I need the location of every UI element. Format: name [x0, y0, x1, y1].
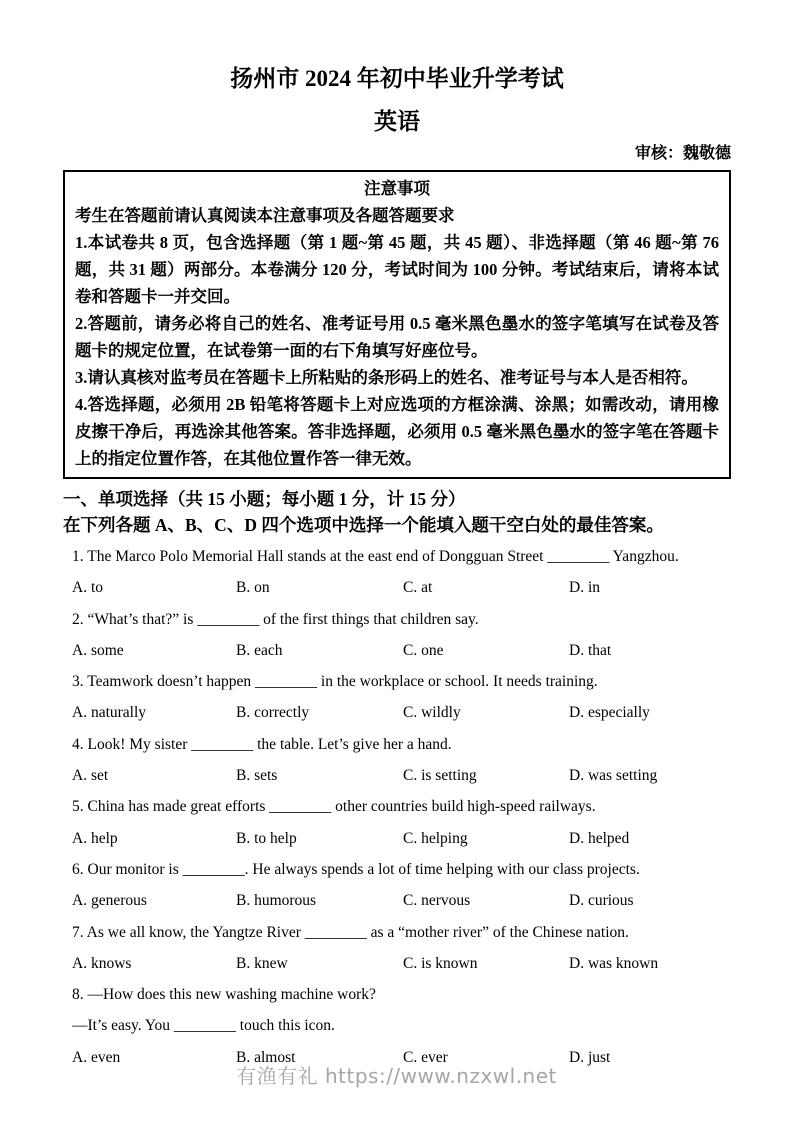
option-c: C. is known — [403, 954, 478, 972]
question-stem: 6. Our monitor is ________. He always spends a lot of time helping with our class projects. — [72, 860, 640, 878]
option-row — [72, 948, 731, 979]
option-b: B. on — [236, 579, 270, 597]
option-a: A. to — [72, 579, 103, 597]
option-c: C. nervous — [403, 892, 471, 910]
option-c: C. ever — [403, 1048, 448, 1066]
option-d: D. curious — [569, 892, 634, 910]
question-block-2 — [72, 604, 731, 667]
question-stem: 5. China has made great efforts ________ other countries build high-speed railways. — [72, 798, 596, 816]
question-block-3 — [72, 666, 731, 729]
section-instruction: 在下列各题 A、B、C、D 四个选项中选择一个能填入题干空白处的最佳答案。 — [63, 515, 664, 535]
footer-link[interactable]: 有渔有礼 https://www.nzxwl.net — [236, 1064, 557, 1088]
question-stem: 2. “What’s that?” is ________ of the first things that children say. — [72, 610, 479, 628]
option-b: B. almost — [236, 1048, 296, 1066]
option-row — [72, 760, 731, 791]
option-row — [72, 572, 731, 603]
question-stem: 8. —How does this new washing machine work? — [72, 986, 376, 1004]
option-a: A. knows — [72, 954, 132, 972]
option-b: B. humorous — [236, 892, 317, 910]
option-d: D. especially — [569, 704, 650, 722]
option-b: B. to help — [236, 829, 297, 847]
question-block-5 — [72, 791, 731, 854]
notice-box — [63, 170, 731, 479]
question-block-6 — [72, 854, 731, 917]
option-d: D. that — [569, 641, 612, 659]
option-row — [72, 885, 731, 916]
question-stem: 3. Teamwork doesn’t happen ________ in the workplace or school. It needs training. — [72, 673, 598, 691]
option-d: D. in — [569, 579, 600, 597]
option-c: C. at — [403, 579, 433, 597]
notice-item-4: 4.答选择题，必须用 2B 铅笔将答题卡上对应选项的方框涂满、涂黑；如需改动，请用橡皮擦干净后，再选涂其他答案。答非选择题，必须用 0.5 毫米黑色墨水的签字笔在答题卡上的指定位置作答，在其他位置作答一律无效。 — [75, 395, 719, 468]
option-b: B. each — [236, 641, 283, 659]
option-c: C. one — [403, 641, 444, 659]
question-stem: 1. The Marco Polo Memorial Hall stands at the east end of Dongguan Street ________ Yangzhou. — [72, 548, 679, 565]
option-a: A. naturally — [72, 704, 147, 722]
option-a: A. some — [72, 641, 124, 659]
question-stem: 4. Look! My sister ________ the table. Let’s give her a hand. — [72, 735, 452, 753]
option-row — [72, 697, 731, 728]
footer — [0, 1060, 793, 1089]
notice-heading: 注意事项 — [364, 179, 430, 198]
option-row — [72, 635, 731, 666]
question-stem: 7. As we all know, the Yangtze River ________ as a “mother river” of the Chinese nation. — [72, 923, 629, 941]
option-d: D. helped — [569, 829, 630, 847]
question-block-4 — [72, 729, 731, 792]
option-a: A. generous — [72, 892, 147, 910]
notice-item-1: 1.本试卷共 8 页，包含选择题（第 1 题~第 45 题，共 45 题）、非选择题（第 46 题~第 76 题，共 31 题）两部分。本卷满分 120 分，考试时间为 100 分钟。考试结束后，请将本试卷和答题卡一并交回。 — [75, 233, 719, 306]
option-d: D. was known — [569, 954, 659, 972]
option-b: B. knew — [236, 954, 288, 972]
page-subtitle: 英语 — [374, 109, 420, 134]
option-c: C. helping — [403, 829, 468, 847]
notice-item-2: 2.答题前，请务必将自己的姓名、准考证号用 0.5 毫米黑色墨水的签字笔填写在试卷及答题卡的规定位置，在试卷第一面的右下角填写好座位号。 — [75, 314, 719, 360]
option-d: D. was setting — [569, 767, 658, 785]
notice-intro: 考生在答题前请认真阅读本注意事项及各题答题要求 — [75, 206, 455, 225]
reviewer-line: 审核：魏敬德 — [634, 145, 731, 162]
option-row — [72, 823, 731, 854]
page-title: 扬州市 2024 年初中毕业升学考试 — [230, 66, 564, 91]
question-stem-line2: —It’s easy. You ________ touch this icon. — [72, 1017, 335, 1035]
question-block-7 — [72, 917, 731, 980]
section-heading: 一、单项选择（共 15 小题；每小题 1 分，计 15 分） — [63, 489, 466, 509]
question-block-1 — [72, 541, 731, 604]
option-b: B. correctly — [236, 704, 310, 722]
option-d: D. just — [569, 1048, 611, 1066]
question-block-8 — [72, 979, 731, 1073]
option-a: A. even — [72, 1048, 121, 1066]
option-b: B. sets — [236, 767, 278, 785]
question-list — [63, 541, 731, 1073]
option-c: C. is setting — [403, 767, 477, 785]
notice-item-3: 3.请认真核对监考员在答题卡上所粘贴的条形码上的姓名、准考证号与本人是否相符。 — [75, 368, 698, 387]
option-c: C. wildly — [403, 704, 461, 722]
option-a: A. set — [72, 767, 109, 785]
option-a: A. help — [72, 829, 118, 847]
